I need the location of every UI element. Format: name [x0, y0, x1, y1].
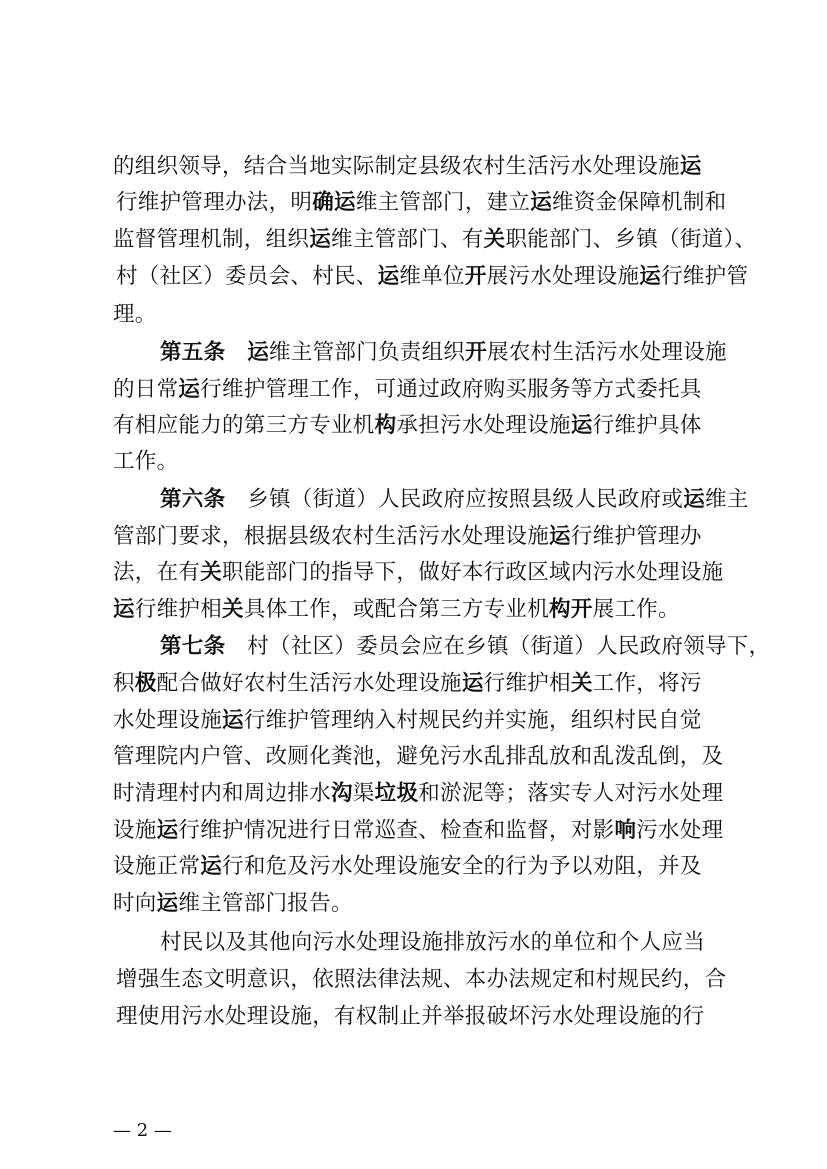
text-run: 具体工作，或配合第三方专业机 — [243, 597, 550, 622]
bold-text-run: 沟 — [331, 781, 353, 806]
text-line — [113, 890, 353, 918]
bold-text-run: 运 — [549, 524, 571, 549]
bold-text-run: 第五条 — [160, 340, 226, 365]
text-run: 展工作。 — [592, 597, 680, 622]
text-run: 水处理设施 — [113, 708, 223, 733]
text-run: 和淤泥等；落实专人对污水处理 — [418, 781, 724, 806]
text-run: 行维护具体 — [592, 413, 702, 438]
text-run: 行维护情况进行日常巡查、检查和监督，对影 — [178, 818, 615, 843]
text-run: 村（社区）委员会、村民、 — [116, 264, 378, 289]
text-run: 行维护相 — [134, 597, 223, 622]
text-run: 管理院内户管、改厕化粪池，避免污水乱排乱放和乱泼乱倒，及 — [113, 744, 724, 769]
text-run: 增强生态文明意识，依照法律法规、本办法规定和村规民约，合 — [116, 967, 727, 992]
bold-text-run: 关 — [483, 227, 506, 252]
text-line — [113, 817, 723, 845]
text-line — [116, 189, 726, 217]
bold-text-run: 运 — [570, 413, 593, 438]
text-run: 监督管理机制，组织 — [113, 227, 310, 252]
bold-text-run: 运 — [156, 891, 179, 916]
text-run: 设施正常 — [113, 854, 201, 879]
text-line — [160, 633, 770, 661]
text-run: 维资金保障机制和 — [552, 190, 727, 215]
bold-text-run: 运 — [113, 597, 135, 622]
text-run: 污水处理 — [636, 818, 724, 843]
bold-text-run: 运 — [178, 377, 201, 402]
text-run: 乡镇（街道）人民政府应按照县级人民政府或 — [225, 487, 684, 512]
text-line — [113, 853, 702, 881]
bold-text-run: 响 — [614, 818, 637, 843]
bold-text-run: 运 — [200, 854, 223, 879]
text-run: 行维护管 — [661, 264, 749, 289]
text-line — [113, 559, 723, 587]
text-run: 配合做好农村生活污水处理设施 — [156, 671, 462, 696]
bold-text-run: 运 — [530, 190, 553, 215]
text-run: 时向 — [113, 891, 157, 916]
bold-text-run: 运 — [639, 264, 662, 289]
text-run: 积 — [113, 671, 135, 696]
text-line — [160, 486, 749, 514]
text-line — [113, 226, 756, 254]
bold-text-run: 运 — [247, 340, 270, 365]
bold-text-run: 关 — [570, 671, 593, 696]
bold-text-run: 运 — [377, 264, 400, 289]
text-run: 展农村生活污水处理设施 — [487, 340, 727, 365]
bold-text-run: 运 — [683, 487, 706, 512]
text-run: 工作，将污 — [592, 671, 702, 696]
text-line — [113, 448, 178, 476]
text-line — [160, 929, 705, 957]
text-run: 村（社区）委员会应在乡镇（街道）人民政府领导下， — [225, 634, 771, 659]
bold-text-run: 极 — [134, 671, 157, 696]
text-line — [113, 301, 157, 329]
text-run: 的组织领导，结合当地实际制定县级农村生活污水处理设施 — [113, 154, 680, 179]
bold-text-run: 第六条 — [160, 487, 226, 512]
bold-text-run: 开 — [464, 264, 487, 289]
bold-text-run: 关 — [222, 597, 244, 622]
text-run: 管部门要求，根据县级农村生活污水处理设施 — [113, 524, 550, 549]
bold-text-run: 运 — [222, 708, 244, 733]
text-run: 维主管部门、有 — [331, 227, 484, 252]
text-line — [113, 376, 702, 404]
text-line — [116, 263, 748, 291]
bold-text-run: 开 — [465, 340, 488, 365]
text-run: 行和危及污水处理设施安全的行为予以劝阻，并及 — [222, 854, 702, 879]
text-run — [225, 340, 247, 365]
text-run: 行维护管理办法，明 — [116, 190, 313, 215]
text-run: 展污水处理设施 — [486, 264, 640, 289]
text-run: 的日常 — [113, 377, 179, 402]
text-run: 理使用污水处理设施，有权制止并举报破坏污水处理设施的行 — [116, 1004, 705, 1029]
text-run: 行维护相 — [483, 671, 571, 696]
text-run: 法，在有 — [113, 560, 201, 585]
text-run: 有相应能力的第三方专业机 — [113, 413, 375, 438]
text-line — [113, 596, 680, 624]
text-line — [160, 339, 727, 367]
text-line — [113, 743, 723, 771]
text-run: 工作。 — [113, 449, 179, 474]
text-line — [116, 1003, 705, 1031]
bold-text-run: 垃圾 — [374, 781, 419, 806]
text-line — [113, 153, 702, 181]
bold-text-run: 第七条 — [160, 634, 226, 659]
text-line — [113, 412, 702, 440]
bold-text-run: 运 — [156, 818, 179, 843]
text-run: 设施 — [113, 818, 157, 843]
text-run: 行维护管理工作，可通过政府购买服务等方式委托具 — [200, 377, 702, 402]
text-run: 维主管部门报告。 — [178, 891, 353, 916]
bold-text-run: 关 — [200, 560, 223, 585]
text-line — [113, 707, 702, 735]
text-run: 维主管部门，建立 — [355, 190, 531, 215]
page-number: — 2 — — [113, 1120, 172, 1141]
text-run: 维主管部门负责组织 — [269, 340, 466, 365]
text-run: 行维护管理纳入村规民约并实施，组织村民自觉 — [243, 708, 702, 733]
text-run: 维主 — [705, 487, 749, 512]
bold-text-run: 构 — [374, 413, 397, 438]
bold-text-run: 运 — [461, 671, 484, 696]
text-run: 职能部门的指导下，做好本行政区域内污水处理设施 — [222, 560, 724, 585]
text-run: 理。 — [113, 302, 157, 327]
text-line — [113, 523, 702, 551]
text-run: 职能部门、乡镇（街道）、 — [505, 227, 757, 252]
text-line — [113, 780, 723, 808]
bold-text-run: 确运 — [312, 190, 356, 215]
bold-text-run: 运 — [309, 227, 332, 252]
text-run: 渠 — [352, 781, 375, 806]
bold-text-run: 构开 — [549, 597, 593, 622]
text-run: 村民以及其他向污水处理设施排放污水的单位和个人应当 — [160, 930, 706, 955]
text-run: 时清理村内和周边排水 — [113, 781, 332, 806]
bold-text-run: 运 — [679, 154, 702, 179]
text-line — [116, 966, 726, 994]
text-run: 行维护管理办 — [570, 524, 702, 549]
text-run: 维单位 — [399, 264, 465, 289]
text-run: 承担污水处理设施 — [396, 413, 571, 438]
text-line — [113, 670, 702, 698]
